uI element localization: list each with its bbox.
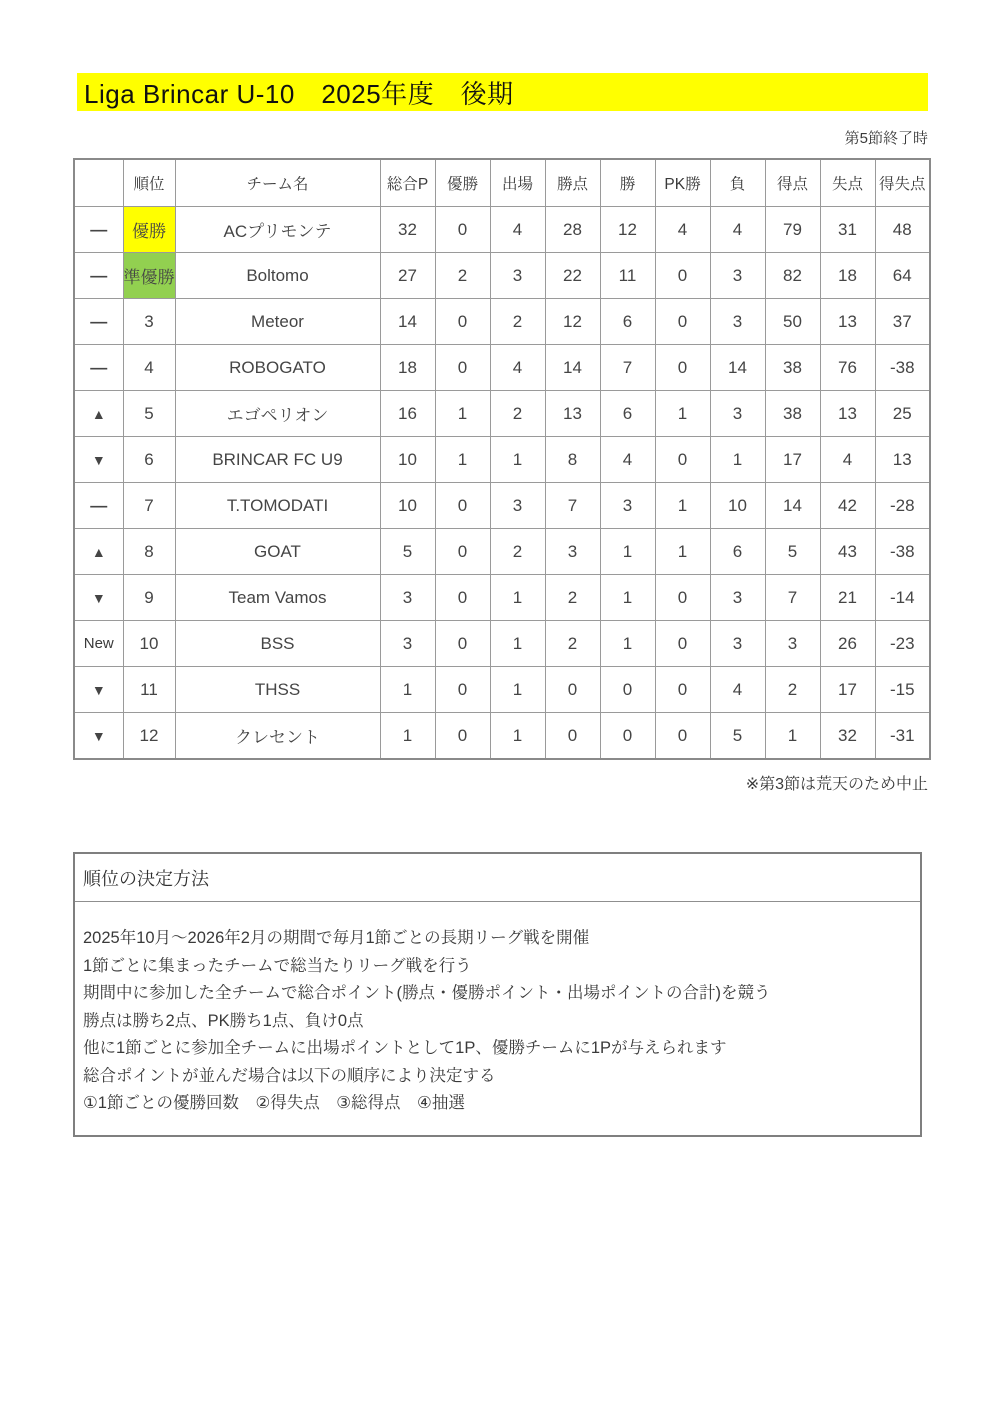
table-row	[74, 253, 930, 299]
stat-cell: 2	[490, 299, 545, 345]
team-name: ACプリモンテ	[175, 207, 380, 253]
stat-cell: -28	[875, 483, 930, 529]
stat-cell: 0	[435, 667, 490, 713]
stat-cell: 1	[600, 529, 655, 575]
rules-line: 1節ごとに集まったチームで総当たりリーグ戦を行う	[83, 956, 472, 975]
stat-cell: 0	[435, 207, 490, 253]
stat-cell: 6	[600, 391, 655, 437]
stat-cell: 4	[490, 345, 545, 391]
stat-cell: 2	[545, 621, 600, 667]
header-row	[74, 159, 930, 207]
stat-cell: 3	[710, 391, 765, 437]
header-cell: チーム名	[175, 159, 380, 207]
table-body	[74, 207, 930, 760]
stat-cell: 1	[655, 529, 710, 575]
stat-cell: 10	[380, 483, 435, 529]
stat-cell: 4	[600, 437, 655, 483]
rank-change-indicator: ▼	[74, 437, 123, 483]
stat-cell: 14	[545, 345, 600, 391]
header-cell: 失点	[820, 159, 875, 207]
rank-change-indicator: ▼	[74, 713, 123, 760]
stat-cell: 10	[710, 483, 765, 529]
table-row	[74, 575, 930, 621]
stat-cell: 32	[380, 207, 435, 253]
stat-cell: 1	[490, 575, 545, 621]
stat-cell: 0	[545, 713, 600, 760]
team-name: エゴペリオン	[175, 391, 380, 437]
stat-cell: -23	[875, 621, 930, 667]
rules-line: 勝点は勝ち2点、PK勝ち1点、負け0点	[83, 1011, 364, 1030]
header-cell: 総合P	[380, 159, 435, 207]
stat-cell: 6	[600, 299, 655, 345]
table-row	[74, 483, 930, 529]
rules-heading: 順位の決定方法	[75, 854, 920, 902]
stat-cell: 12	[600, 207, 655, 253]
stat-cell: 6	[710, 529, 765, 575]
stat-cell: 31	[820, 207, 875, 253]
rank-cell: 11	[123, 667, 175, 713]
stat-cell: 3	[765, 621, 820, 667]
period-status: 第5節終了時	[844, 130, 928, 147]
stat-cell: 1	[765, 713, 820, 760]
stat-cell: 1	[435, 391, 490, 437]
rank-cell: 4	[123, 345, 175, 391]
stat-cell: 22	[545, 253, 600, 299]
stat-cell: 14	[765, 483, 820, 529]
stat-cell: 0	[655, 437, 710, 483]
stat-cell: 1	[655, 483, 710, 529]
rank-change-indicator: New	[74, 621, 123, 667]
stat-cell: 0	[435, 529, 490, 575]
team-name: Team Vamos	[175, 575, 380, 621]
stat-cell: 0	[435, 345, 490, 391]
rank-cell: 10	[123, 621, 175, 667]
stat-cell: 0	[600, 713, 655, 760]
stat-cell: 3	[490, 483, 545, 529]
rank-cell: 準優勝	[123, 253, 175, 299]
stat-cell: 1	[490, 667, 545, 713]
team-name: ROBOGATO	[175, 345, 380, 391]
team-name: Meteor	[175, 299, 380, 345]
stat-cell: 0	[435, 621, 490, 667]
stat-cell: 0	[435, 713, 490, 760]
stat-cell: 0	[545, 667, 600, 713]
team-name: BSS	[175, 621, 380, 667]
stat-cell: 18	[820, 253, 875, 299]
rank-cell: 12	[123, 713, 175, 760]
stat-cell: 5	[710, 713, 765, 760]
stat-cell: 64	[875, 253, 930, 299]
stat-cell: 18	[380, 345, 435, 391]
stat-cell: 1	[380, 713, 435, 760]
stat-cell: 4	[710, 207, 765, 253]
stat-cell: 2	[545, 575, 600, 621]
table-row	[74, 299, 930, 345]
stat-cell: 5	[765, 529, 820, 575]
team-name: GOAT	[175, 529, 380, 575]
rank-cell: 7	[123, 483, 175, 529]
stat-cell: 3	[600, 483, 655, 529]
header-cell: 負	[710, 159, 765, 207]
table-row	[74, 713, 930, 760]
stat-cell: 0	[655, 299, 710, 345]
rank-change-indicator: —	[74, 483, 123, 529]
stat-cell: 1	[380, 667, 435, 713]
table-footnote: ※第3節は荒天のため中止	[745, 776, 928, 793]
rank-change-indicator: —	[74, 207, 123, 253]
rank-change-indicator: —	[74, 345, 123, 391]
table-header-row	[74, 159, 930, 207]
stat-cell: 0	[435, 483, 490, 529]
stat-cell: 1	[490, 437, 545, 483]
stat-cell: 25	[875, 391, 930, 437]
stat-cell: 3	[710, 575, 765, 621]
stat-cell: 50	[765, 299, 820, 345]
header-cell: 優勝	[435, 159, 490, 207]
stat-cell: 14	[710, 345, 765, 391]
stat-cell: 32	[820, 713, 875, 760]
table-row	[74, 391, 930, 437]
stat-cell: 2	[490, 391, 545, 437]
stat-cell: 4	[710, 667, 765, 713]
rank-cell: 9	[123, 575, 175, 621]
rank-cell: 3	[123, 299, 175, 345]
stat-cell: 1	[435, 437, 490, 483]
team-name: クレセント	[175, 713, 380, 760]
rank-cell: 8	[123, 529, 175, 575]
standings-table	[73, 158, 931, 760]
table-row	[74, 667, 930, 713]
table-row	[74, 529, 930, 575]
stat-cell: 38	[765, 391, 820, 437]
stat-cell: 0	[435, 575, 490, 621]
stat-cell: 8	[545, 437, 600, 483]
stat-cell: 37	[875, 299, 930, 345]
stat-cell: 76	[820, 345, 875, 391]
stat-cell: 38	[765, 345, 820, 391]
stat-cell: 3	[710, 253, 765, 299]
stat-cell: 5	[380, 529, 435, 575]
rank-change-indicator: ▲	[74, 391, 123, 437]
header-cell: 得点	[765, 159, 820, 207]
stat-cell: 1	[490, 621, 545, 667]
stat-cell: 2	[765, 667, 820, 713]
stat-cell: 13	[875, 437, 930, 483]
team-name: BRINCAR FC U9	[175, 437, 380, 483]
stat-cell: 7	[545, 483, 600, 529]
header-cell: PK勝	[655, 159, 710, 207]
stat-cell: 17	[820, 667, 875, 713]
stat-cell: 2	[435, 253, 490, 299]
stat-cell: 4	[820, 437, 875, 483]
stat-cell: 0	[655, 575, 710, 621]
header-cell: 勝	[600, 159, 655, 207]
stat-cell: 3	[545, 529, 600, 575]
stat-cell: 43	[820, 529, 875, 575]
stat-cell: 1	[600, 621, 655, 667]
rank-change-indicator: ▼	[74, 667, 123, 713]
stat-cell: 3	[490, 253, 545, 299]
stat-cell: -14	[875, 575, 930, 621]
stat-cell: 0	[655, 253, 710, 299]
stat-cell: 7	[765, 575, 820, 621]
rules-body	[75, 902, 920, 1118]
stat-cell: 0	[600, 667, 655, 713]
stat-cell: 48	[875, 207, 930, 253]
rank-change-indicator: ▼	[74, 575, 123, 621]
rank-cell: 5	[123, 391, 175, 437]
stat-cell: 1	[655, 391, 710, 437]
stat-cell: 0	[655, 345, 710, 391]
stat-cell: 82	[765, 253, 820, 299]
rules-line: 総合ポイントが並んだ場合は以下の順序により決定する	[83, 1066, 496, 1085]
rules-line: 他に1節ごとに参加全チームに出場ポイントとして1P、優勝チームに1Pが与えられます	[83, 1039, 727, 1057]
rank-change-indicator: —	[74, 253, 123, 299]
stat-cell: 0	[435, 299, 490, 345]
rules-line: ①1節ごとの優勝回数 ②得失点 ③総得点 ④抽選	[83, 1094, 465, 1112]
stat-cell: 12	[545, 299, 600, 345]
header-cell	[74, 159, 123, 207]
stat-cell: 17	[765, 437, 820, 483]
rank-cell: 優勝	[123, 207, 175, 253]
stat-cell: 7	[600, 345, 655, 391]
stat-cell: 13	[820, 299, 875, 345]
stat-cell: 2	[490, 529, 545, 575]
header-cell: 出場	[490, 159, 545, 207]
stat-cell: 11	[600, 253, 655, 299]
stat-cell: 42	[820, 483, 875, 529]
rules-line: 2025年10月～2026年2月の期間で毎月1節ごとの長期リーグ戦を開催	[83, 929, 590, 947]
stat-cell: 3	[710, 299, 765, 345]
rank-change-indicator: ▲	[74, 529, 123, 575]
page-title: Liga Brincar U-10 2025年度 後期	[77, 73, 928, 111]
stat-cell: 0	[655, 713, 710, 760]
stat-cell: 21	[820, 575, 875, 621]
header-cell: 順位	[123, 159, 175, 207]
stat-cell: 1	[600, 575, 655, 621]
stat-cell: 1	[710, 437, 765, 483]
stat-cell: -38	[875, 345, 930, 391]
team-name: Boltomo	[175, 253, 380, 299]
header-cell: 勝点	[545, 159, 600, 207]
stat-cell: 13	[820, 391, 875, 437]
stat-cell: 27	[380, 253, 435, 299]
stat-cell: 13	[545, 391, 600, 437]
rank-cell: 6	[123, 437, 175, 483]
stat-cell: 4	[655, 207, 710, 253]
rules-line: 期間中に参加した全チームで総合ポイント(勝点・優勝ポイント・出場ポイントの合計)を競う	[83, 984, 771, 1002]
stat-cell: 3	[380, 575, 435, 621]
stat-cell: 26	[820, 621, 875, 667]
table-row	[74, 437, 930, 483]
stat-cell: 79	[765, 207, 820, 253]
rank-change-indicator: —	[74, 299, 123, 345]
stat-cell: 0	[655, 667, 710, 713]
rules-box	[73, 852, 922, 1137]
header-cell: 得失点	[875, 159, 930, 207]
stat-cell: -31	[875, 713, 930, 760]
stat-cell: 16	[380, 391, 435, 437]
stat-cell: 28	[545, 207, 600, 253]
stat-cell: -38	[875, 529, 930, 575]
team-name: THSS	[175, 667, 380, 713]
stat-cell: 10	[380, 437, 435, 483]
stat-cell: 14	[380, 299, 435, 345]
team-name: T.TOMODATI	[175, 483, 380, 529]
table-row	[74, 207, 930, 253]
stat-cell: 0	[655, 621, 710, 667]
table-row	[74, 621, 930, 667]
stat-cell: 3	[710, 621, 765, 667]
stat-cell: 1	[490, 713, 545, 760]
table-row	[74, 345, 930, 391]
stat-cell: -15	[875, 667, 930, 713]
stat-cell: 3	[380, 621, 435, 667]
stat-cell: 4	[490, 207, 545, 253]
